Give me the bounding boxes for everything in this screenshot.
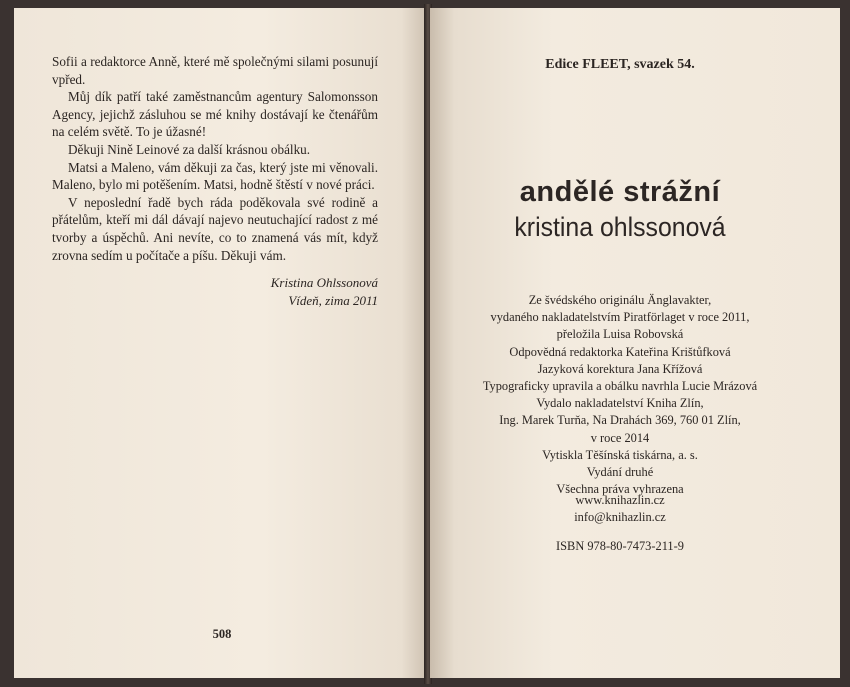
acknowledgements-text: [52, 53, 378, 264]
colophon-line: Jazyková korektura Jana Křížová: [537, 361, 703, 376]
colophon-line: Typograficky upravila a obálku navrhla Lucie Mrázová: [482, 379, 758, 394]
paragraph: Můj dík patří také zaměstnancům agentury Salomonsson Agency, jejichž zásluhou se mé knihy dostávají ke čtenářům na celém světě. To je úžasné!: [52, 89, 378, 140]
colophon-line: Vytiskla Těšínská tiskárna, a. s.: [542, 447, 698, 462]
paragraph: Matsi a Maleno, vám děkuji za čas, který jste mi věnovali. Maleno, bylo mi potěšením. Matsi, hodně štěstí v nové práci.: [52, 159, 378, 193]
signature-name: Kristina Ohlssonová: [270, 275, 378, 290]
colophon-line: Vydání druhé: [586, 465, 654, 480]
colophon-line: Ing. Marek Turňa, Na Drahách 369, 760 01 Zlín,: [499, 413, 741, 428]
signature: [200, 274, 378, 309]
signature-place: Vídeň, zima 2011: [288, 292, 378, 308]
isbn: ISBN 978-80-7473-211-9: [556, 539, 684, 553]
colophon-line: Všechna práva vyhrazena: [556, 482, 684, 497]
page-number: 508: [212, 627, 232, 641]
paragraph: V neposlední řadě bych ráda poděkovala své rodině a přátelům, kteří mi dál dávají najevo neutuchající radost z mé tvorby a úspěchů. Ani nevíte, co to znamená vás mít, když zrovna sedím u počítače a píšu. Děkuji vám.: [52, 194, 378, 263]
colophon-line: v roce 2014: [590, 430, 650, 445]
colophon-line: Odpovědná redaktorka Kateřina Krištůfková: [509, 344, 731, 359]
publisher-website: www.knihazlin.cz: [575, 493, 665, 507]
colophon-line: přeložila Luisa Robovská: [556, 327, 684, 342]
edition-label: Edice FLEET, svazek 54.: [545, 57, 695, 72]
colophon-line: vydaného nakladatelstvím Piratförlaget v roce 2011,: [490, 310, 750, 325]
colophon: [470, 292, 770, 498]
publisher-email: info@knihazlin.cz: [574, 510, 666, 525]
book-title: andělé strážní: [519, 176, 721, 208]
book-author: kristina ohlssonová: [514, 212, 726, 242]
paragraph: Sofii a redaktorce Anně, které mě společnými silami posunují vpřed.: [52, 54, 378, 87]
paragraph: Děkuji Nině Leinové za další krásnou obálku.: [68, 141, 311, 157]
publisher-contacts: [470, 492, 770, 526]
colophon-line: Ze švédského originálu Änglavakter,: [528, 293, 712, 307]
colophon-line: Vydalo nakladatelství Kniha Zlín,: [536, 396, 704, 411]
